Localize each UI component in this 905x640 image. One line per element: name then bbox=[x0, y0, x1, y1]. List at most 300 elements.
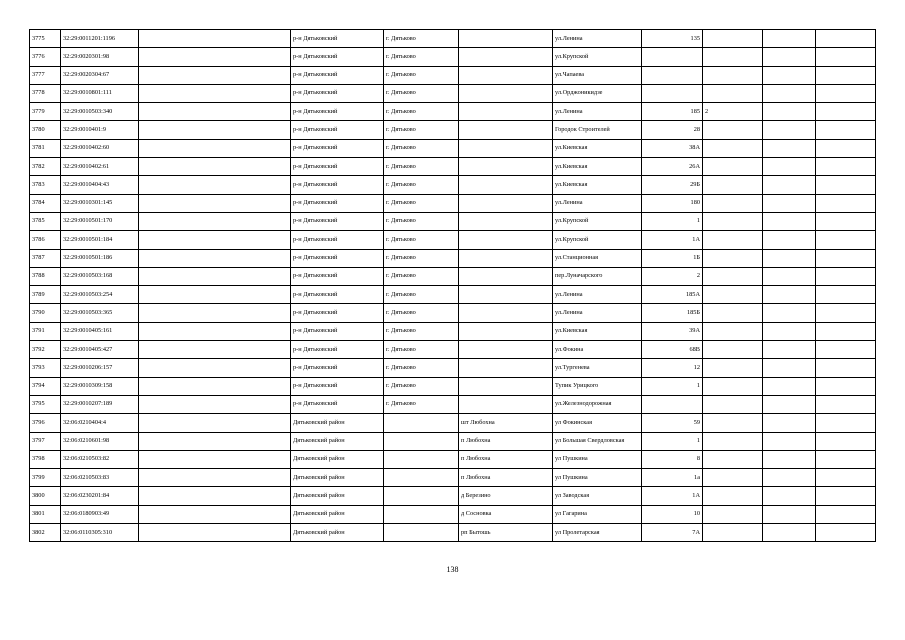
settlement bbox=[459, 48, 553, 66]
extra-cell bbox=[816, 267, 876, 285]
cadastral-number: 32:29:0010501:184 bbox=[61, 231, 139, 249]
extra-cell bbox=[763, 194, 816, 212]
cadastral-number: 32:29:0010405:161 bbox=[61, 322, 139, 340]
building-number bbox=[703, 48, 763, 66]
extra-cell bbox=[816, 176, 876, 194]
street: ул.Крупской bbox=[553, 48, 642, 66]
street: ул Пушкина bbox=[553, 469, 642, 487]
building-number bbox=[703, 341, 763, 359]
building-number bbox=[703, 322, 763, 340]
cadastral-number: 32:29:0010206:157 bbox=[61, 359, 139, 377]
city bbox=[384, 414, 459, 432]
extra-cell bbox=[816, 212, 876, 230]
settlement bbox=[459, 158, 553, 176]
extra-cell bbox=[816, 341, 876, 359]
building-number bbox=[703, 231, 763, 249]
extra-cell bbox=[763, 48, 816, 66]
district: Дятьковский район bbox=[291, 487, 384, 505]
street: ул.Ленина bbox=[553, 30, 642, 48]
street: ул.Ленина bbox=[553, 103, 642, 121]
building-number bbox=[703, 158, 763, 176]
cadastral-number: 32:29:0010309:158 bbox=[61, 377, 139, 395]
table-row bbox=[30, 377, 876, 395]
settlement: д Березино bbox=[459, 487, 553, 505]
house-number bbox=[642, 84, 703, 102]
table-row bbox=[30, 322, 876, 340]
house-number: 28 bbox=[642, 121, 703, 139]
street: ул Гагарина bbox=[553, 505, 642, 523]
row-number: 3775 bbox=[30, 30, 61, 48]
table-row bbox=[30, 286, 876, 304]
blank-cell bbox=[139, 249, 291, 267]
building-number bbox=[703, 66, 763, 84]
street: ул.Крупской bbox=[553, 212, 642, 230]
extra-cell bbox=[763, 249, 816, 267]
building-number bbox=[703, 194, 763, 212]
house-number: 26А bbox=[642, 158, 703, 176]
city: г. Дятьково bbox=[384, 176, 459, 194]
district: р-н Дятьковский bbox=[291, 359, 384, 377]
settlement bbox=[459, 194, 553, 212]
district: р-н Дятьковский bbox=[291, 103, 384, 121]
settlement: п Любохна bbox=[459, 432, 553, 450]
building-number bbox=[703, 267, 763, 285]
cadastral-number: 32:06:0210601:98 bbox=[61, 432, 139, 450]
street: ул Фокинская bbox=[553, 414, 642, 432]
row-number: 3781 bbox=[30, 139, 61, 157]
blank-cell bbox=[139, 505, 291, 523]
cadastral-number: 32:29:0010207:189 bbox=[61, 395, 139, 413]
extra-cell bbox=[763, 505, 816, 523]
blank-cell bbox=[139, 341, 291, 359]
blank-cell bbox=[139, 359, 291, 377]
row-number: 3784 bbox=[30, 194, 61, 212]
settlement bbox=[459, 395, 553, 413]
district: р-н Дятьковский bbox=[291, 377, 384, 395]
building-number bbox=[703, 469, 763, 487]
street: ул Большая Свердловская bbox=[553, 432, 642, 450]
building-number: 2 bbox=[703, 103, 763, 121]
extra-cell bbox=[816, 469, 876, 487]
building-number bbox=[703, 505, 763, 523]
cadastral-number: 32:06:0230201:84 bbox=[61, 487, 139, 505]
street: ул.Киевская bbox=[553, 139, 642, 157]
table-row bbox=[30, 487, 876, 505]
extra-cell bbox=[763, 231, 816, 249]
blank-cell bbox=[139, 304, 291, 322]
blank-cell bbox=[139, 267, 291, 285]
table-row bbox=[30, 505, 876, 523]
row-number: 3780 bbox=[30, 121, 61, 139]
house-number: 1А bbox=[642, 487, 703, 505]
house-number: 185 bbox=[642, 103, 703, 121]
street: Городок Строителей bbox=[553, 121, 642, 139]
table-row bbox=[30, 48, 876, 66]
blank-cell bbox=[139, 469, 291, 487]
blank-cell bbox=[139, 322, 291, 340]
building-number bbox=[703, 487, 763, 505]
building-number bbox=[703, 450, 763, 468]
house-number: 1 bbox=[642, 377, 703, 395]
street: ул.Киевская bbox=[553, 158, 642, 176]
city: г. Дятьково bbox=[384, 304, 459, 322]
table-row bbox=[30, 432, 876, 450]
extra-cell bbox=[816, 48, 876, 66]
cadastral-number: 32:06:0210503:83 bbox=[61, 469, 139, 487]
city: г. Дятьково bbox=[384, 158, 459, 176]
extra-cell bbox=[816, 450, 876, 468]
house-number: 59 bbox=[642, 414, 703, 432]
settlement bbox=[459, 359, 553, 377]
extra-cell bbox=[816, 66, 876, 84]
city bbox=[384, 450, 459, 468]
extra-cell bbox=[816, 139, 876, 157]
table-row bbox=[30, 212, 876, 230]
table-row bbox=[30, 267, 876, 285]
settlement bbox=[459, 121, 553, 139]
cadastral-number: 32:29:0010503:254 bbox=[61, 286, 139, 304]
page-number: 138 bbox=[446, 565, 459, 574]
house-number: 2 bbox=[642, 267, 703, 285]
city: г. Дятьково bbox=[384, 194, 459, 212]
extra-cell bbox=[816, 304, 876, 322]
extra-cell bbox=[816, 194, 876, 212]
district: Дятьковский район bbox=[291, 469, 384, 487]
street: ул Пушкина bbox=[553, 450, 642, 468]
house-number: 10 bbox=[642, 505, 703, 523]
city bbox=[384, 469, 459, 487]
building-number bbox=[703, 432, 763, 450]
table-row bbox=[30, 84, 876, 102]
settlement bbox=[459, 267, 553, 285]
extra-cell bbox=[816, 487, 876, 505]
extra-cell bbox=[816, 524, 876, 542]
blank-cell bbox=[139, 450, 291, 468]
settlement bbox=[459, 30, 553, 48]
house-number: 1а bbox=[642, 469, 703, 487]
district: р-н Дятьковский bbox=[291, 84, 384, 102]
settlement bbox=[459, 139, 553, 157]
blank-cell bbox=[139, 84, 291, 102]
blank-cell bbox=[139, 395, 291, 413]
cadastral-number: 32:29:0010501:186 bbox=[61, 249, 139, 267]
row-number: 3785 bbox=[30, 212, 61, 230]
extra-cell bbox=[763, 432, 816, 450]
row-number: 3796 bbox=[30, 414, 61, 432]
cadastral-number: 32:29:0020304:67 bbox=[61, 66, 139, 84]
blank-cell bbox=[139, 212, 291, 230]
extra-cell bbox=[763, 267, 816, 285]
street: ул.Ленина bbox=[553, 286, 642, 304]
street: пер.Луначарского bbox=[553, 267, 642, 285]
house-number: 38А bbox=[642, 139, 703, 157]
city: г. Дятьково bbox=[384, 377, 459, 395]
district: р-н Дятьковский bbox=[291, 395, 384, 413]
building-number bbox=[703, 286, 763, 304]
row-number: 3793 bbox=[30, 359, 61, 377]
settlement bbox=[459, 103, 553, 121]
street: ул.Киевская bbox=[553, 322, 642, 340]
house-number: 1Б bbox=[642, 249, 703, 267]
table-row bbox=[30, 450, 876, 468]
settlement: д Сосновка bbox=[459, 505, 553, 523]
table-row bbox=[30, 304, 876, 322]
extra-cell bbox=[816, 121, 876, 139]
district: Дятьковский район bbox=[291, 505, 384, 523]
row-number: 3794 bbox=[30, 377, 61, 395]
table-row bbox=[30, 103, 876, 121]
blank-cell bbox=[139, 231, 291, 249]
settlement bbox=[459, 286, 553, 304]
building-number bbox=[703, 395, 763, 413]
extra-cell bbox=[763, 395, 816, 413]
blank-cell bbox=[139, 121, 291, 139]
table-row bbox=[30, 469, 876, 487]
city: г. Дятьково bbox=[384, 212, 459, 230]
building-number bbox=[703, 139, 763, 157]
extra-cell bbox=[763, 84, 816, 102]
blank-cell bbox=[139, 139, 291, 157]
building-number bbox=[703, 30, 763, 48]
cadastral-number: 32:29:0010405:427 bbox=[61, 341, 139, 359]
district: р-н Дятьковский bbox=[291, 30, 384, 48]
extra-cell bbox=[763, 304, 816, 322]
cadastral-number: 32:29:0010801:111 bbox=[61, 84, 139, 102]
cadastral-number: 32:29:0010404:43 bbox=[61, 176, 139, 194]
row-number: 3799 bbox=[30, 469, 61, 487]
district: р-н Дятьковский bbox=[291, 286, 384, 304]
extra-cell bbox=[763, 158, 816, 176]
settlement: п Любохна bbox=[459, 469, 553, 487]
building-number bbox=[703, 84, 763, 102]
house-number: 135 bbox=[642, 30, 703, 48]
cadastral-number: 32:29:0020301:98 bbox=[61, 48, 139, 66]
house-number: 1 bbox=[642, 432, 703, 450]
settlement bbox=[459, 304, 553, 322]
district: р-н Дятьковский bbox=[291, 194, 384, 212]
row-number: 3801 bbox=[30, 505, 61, 523]
street: ул Заводская bbox=[553, 487, 642, 505]
settlement bbox=[459, 322, 553, 340]
row-number: 3788 bbox=[30, 267, 61, 285]
city: г. Дятьково bbox=[384, 359, 459, 377]
blank-cell bbox=[139, 377, 291, 395]
house-number: 68В bbox=[642, 341, 703, 359]
register-table bbox=[29, 29, 876, 542]
extra-cell bbox=[763, 30, 816, 48]
table-row bbox=[30, 30, 876, 48]
settlement bbox=[459, 66, 553, 84]
table-row bbox=[30, 194, 876, 212]
district: р-н Дятьковский bbox=[291, 212, 384, 230]
cadastral-number: 32:29:0010501:170 bbox=[61, 212, 139, 230]
city: г. Дятьково bbox=[384, 84, 459, 102]
street: ул.Тургенева bbox=[553, 359, 642, 377]
district: р-н Дятьковский bbox=[291, 322, 384, 340]
city: г. Дятьково bbox=[384, 322, 459, 340]
settlement bbox=[459, 176, 553, 194]
street: ул.Железнодорожная bbox=[553, 395, 642, 413]
building-number bbox=[703, 414, 763, 432]
blank-cell bbox=[139, 194, 291, 212]
cadastral-number: 32:29:0010402:61 bbox=[61, 158, 139, 176]
street: ул.Чапаева bbox=[553, 66, 642, 84]
cadastral-number: 32:29:0010503:340 bbox=[61, 103, 139, 121]
city: г. Дятьково bbox=[384, 231, 459, 249]
row-number: 3778 bbox=[30, 84, 61, 102]
extra-cell bbox=[763, 322, 816, 340]
blank-cell bbox=[139, 487, 291, 505]
extra-cell bbox=[816, 322, 876, 340]
house-number bbox=[642, 66, 703, 84]
cadastral-number: 32:29:0010401:9 bbox=[61, 121, 139, 139]
building-number bbox=[703, 304, 763, 322]
extra-cell bbox=[816, 377, 876, 395]
district: р-н Дятьковский bbox=[291, 158, 384, 176]
extra-cell bbox=[763, 487, 816, 505]
extra-cell bbox=[763, 414, 816, 432]
building-number bbox=[703, 524, 763, 542]
house-number: 185А bbox=[642, 286, 703, 304]
cadastral-number: 32:06:0180903:49 bbox=[61, 505, 139, 523]
city bbox=[384, 487, 459, 505]
extra-cell bbox=[763, 139, 816, 157]
building-number bbox=[703, 249, 763, 267]
extra-cell bbox=[763, 103, 816, 121]
house-number bbox=[642, 395, 703, 413]
district: р-н Дятьковский bbox=[291, 121, 384, 139]
district: р-н Дятьковский bbox=[291, 48, 384, 66]
settlement bbox=[459, 341, 553, 359]
row-number: 3802 bbox=[30, 524, 61, 542]
settlement: шт Любохна bbox=[459, 414, 553, 432]
building-number bbox=[703, 176, 763, 194]
row-number: 3776 bbox=[30, 48, 61, 66]
extra-cell bbox=[763, 524, 816, 542]
extra-cell bbox=[816, 414, 876, 432]
house-number: 12 bbox=[642, 359, 703, 377]
city: г. Дятьково bbox=[384, 30, 459, 48]
row-number: 3786 bbox=[30, 231, 61, 249]
table-row bbox=[30, 249, 876, 267]
table-row bbox=[30, 395, 876, 413]
district: Дятьковский район bbox=[291, 432, 384, 450]
settlement bbox=[459, 84, 553, 102]
row-number: 3783 bbox=[30, 176, 61, 194]
district: р-н Дятьковский bbox=[291, 267, 384, 285]
table-row bbox=[30, 121, 876, 139]
settlement: рп Бытошь bbox=[459, 524, 553, 542]
row-number: 3779 bbox=[30, 103, 61, 121]
extra-cell bbox=[763, 176, 816, 194]
table-row bbox=[30, 414, 876, 432]
extra-cell bbox=[816, 84, 876, 102]
district: р-н Дятьковский bbox=[291, 176, 384, 194]
street: ул.Ленина bbox=[553, 194, 642, 212]
table-row bbox=[30, 231, 876, 249]
district: Дятьковский район bbox=[291, 524, 384, 542]
row-number: 3797 bbox=[30, 432, 61, 450]
cadastral-number: 32:06:0210404:4 bbox=[61, 414, 139, 432]
table-row bbox=[30, 176, 876, 194]
extra-cell bbox=[763, 212, 816, 230]
table-row bbox=[30, 66, 876, 84]
extra-cell bbox=[763, 286, 816, 304]
row-number: 3787 bbox=[30, 249, 61, 267]
settlement bbox=[459, 377, 553, 395]
cadastral-number: 32:29:0010503:365 bbox=[61, 304, 139, 322]
blank-cell bbox=[139, 176, 291, 194]
extra-cell bbox=[763, 341, 816, 359]
extra-cell bbox=[816, 158, 876, 176]
street: ул Пролетарская bbox=[553, 524, 642, 542]
city: г. Дятьково bbox=[384, 395, 459, 413]
blank-cell bbox=[139, 66, 291, 84]
city: г. Дятьково bbox=[384, 121, 459, 139]
extra-cell bbox=[763, 377, 816, 395]
district: Дятьковский район bbox=[291, 450, 384, 468]
blank-cell bbox=[139, 30, 291, 48]
city: г. Дятьково bbox=[384, 249, 459, 267]
row-number: 3800 bbox=[30, 487, 61, 505]
district: р-н Дятьковский bbox=[291, 249, 384, 267]
city: г. Дятьково bbox=[384, 66, 459, 84]
district: р-н Дятьковский bbox=[291, 341, 384, 359]
blank-cell bbox=[139, 103, 291, 121]
table-row bbox=[30, 158, 876, 176]
street: ул.Крупской bbox=[553, 231, 642, 249]
cadastral-number: 32:29:0010503:168 bbox=[61, 267, 139, 285]
row-number: 3789 bbox=[30, 286, 61, 304]
blank-cell bbox=[139, 48, 291, 66]
street: ул.Фокина bbox=[553, 341, 642, 359]
extra-cell bbox=[816, 432, 876, 450]
house-number: 1А bbox=[642, 231, 703, 249]
cadastral-number: 32:29:0010402:60 bbox=[61, 139, 139, 157]
row-number: 3782 bbox=[30, 158, 61, 176]
city bbox=[384, 432, 459, 450]
cadastral-number: 32:29:0010301:145 bbox=[61, 194, 139, 212]
extra-cell bbox=[816, 286, 876, 304]
blank-cell bbox=[139, 158, 291, 176]
extra-cell bbox=[763, 121, 816, 139]
table-row bbox=[30, 341, 876, 359]
city: г. Дятьково bbox=[384, 341, 459, 359]
house-number: 39А bbox=[642, 322, 703, 340]
settlement bbox=[459, 212, 553, 230]
house-number: 29Б bbox=[642, 176, 703, 194]
cadastral-number: 32:29:0011201:1196 bbox=[61, 30, 139, 48]
blank-cell bbox=[139, 524, 291, 542]
extra-cell bbox=[763, 469, 816, 487]
building-number bbox=[703, 377, 763, 395]
city: г. Дятьково bbox=[384, 48, 459, 66]
city bbox=[384, 505, 459, 523]
building-number bbox=[703, 359, 763, 377]
district: р-н Дятьковский bbox=[291, 304, 384, 322]
row-number: 3795 bbox=[30, 395, 61, 413]
settlement: п Любохна bbox=[459, 450, 553, 468]
city: г. Дятьково bbox=[384, 267, 459, 285]
district: р-н Дятьковский bbox=[291, 231, 384, 249]
district: р-н Дятьковский bbox=[291, 139, 384, 157]
cadastral-number: 32:06:0110305:310 bbox=[61, 524, 139, 542]
blank-cell bbox=[139, 432, 291, 450]
building-number bbox=[703, 212, 763, 230]
house-number: 1 bbox=[642, 212, 703, 230]
extra-cell bbox=[816, 231, 876, 249]
street: ул.Орджоникидзе bbox=[553, 84, 642, 102]
